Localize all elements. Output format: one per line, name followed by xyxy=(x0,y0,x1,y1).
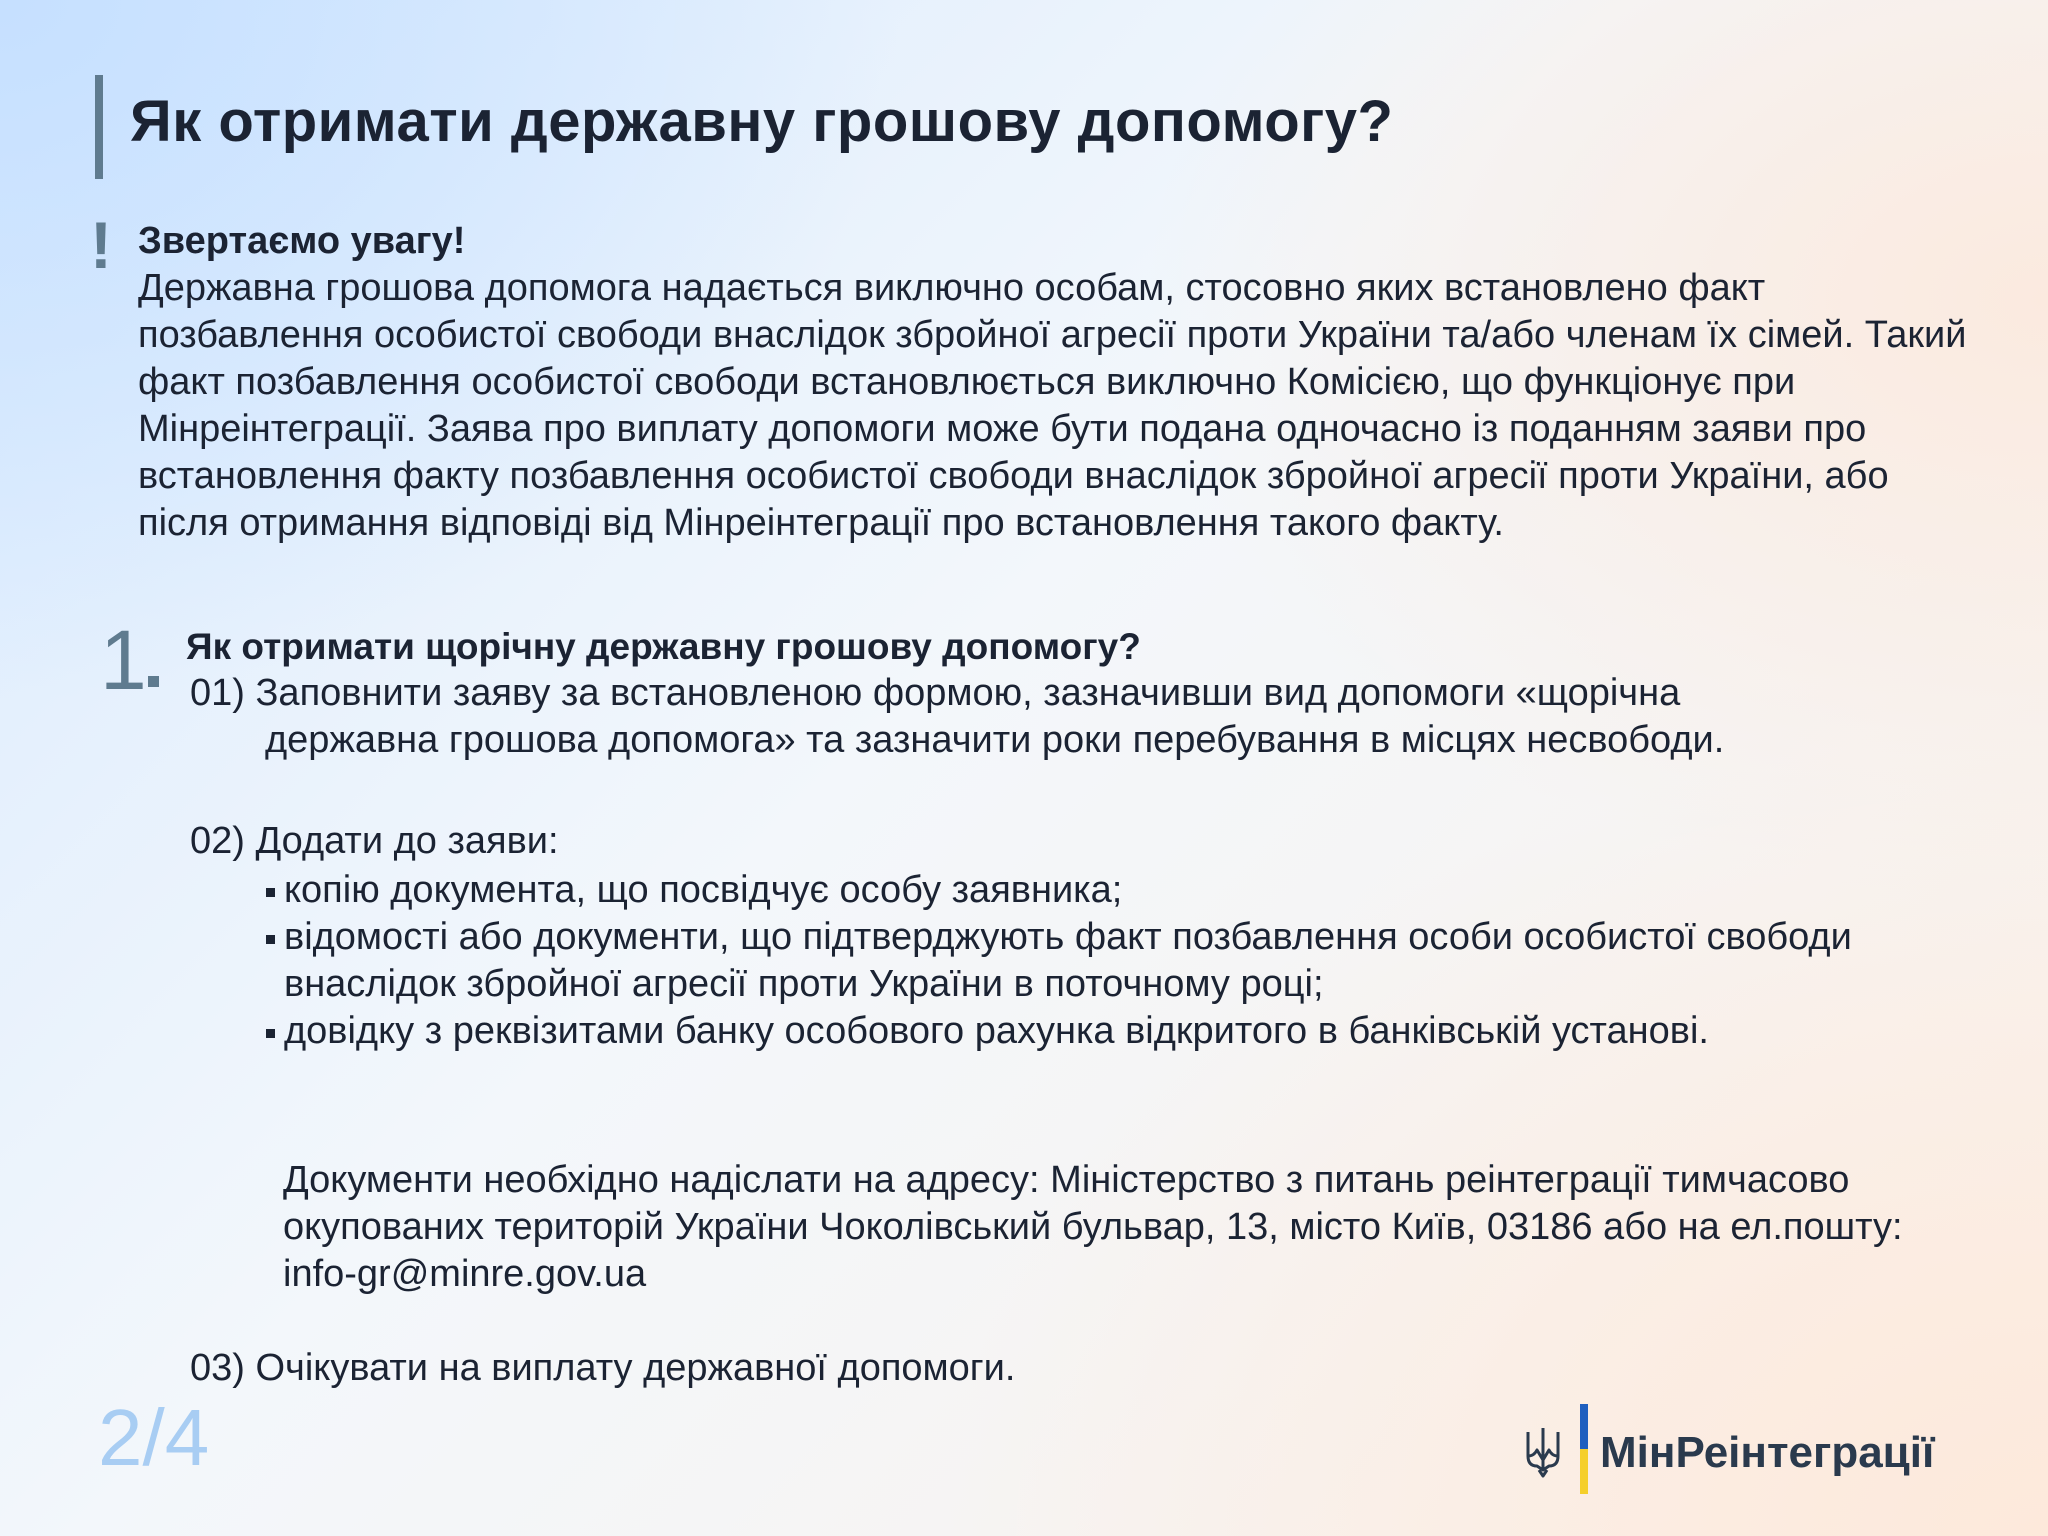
logo-text: МінРеінтеграції xyxy=(1600,1428,1935,1477)
step-text: Очікувати на виплату державної допомоги. xyxy=(255,1347,1016,1389)
step-number: 02) xyxy=(190,820,245,862)
notice-body: Державна грошова допомога надається виключно особам, стосовно яких встановлено факт позбавлення особистої свободи внаслідок збройної агресії проти України та/або членам їх сімей. Такий факт позбавлення особистої свободи встановлюється виключно Комісією, що функціонує при Мінреінтеграції. Заява про виплату допомоги може бути подана одночасно із поданням заяви про встановлення факту позбавлення особистої свободи внаслідок збройної агресії проти України, або після отримання відповіді від Мінреінтеграції про встановлення такого факту. xyxy=(138,267,1967,544)
step-text-continuation: державна грошова допомога» та зазначити роки перебування в місцях несвободи. xyxy=(265,719,1725,761)
section-number-dot xyxy=(148,676,159,687)
bullet-icon xyxy=(266,935,275,944)
list-item-text: відомості або документи, що підтверджують факт позбавлення особи особистої свободи внаслідок збройної агресії проти України в поточному році; xyxy=(284,916,1852,1005)
bullet-icon xyxy=(266,888,275,897)
step-text: Додати до заяви: xyxy=(255,820,559,862)
notice-block xyxy=(138,218,1978,547)
page-title: Як отримати державну грошову допомогу? xyxy=(130,89,1394,154)
page-indicator: 2/4 xyxy=(98,1393,210,1482)
step-text: Заповнити заяву за встановленою формою, зазначивши вид допомоги «щорічна xyxy=(255,672,1681,714)
step-item xyxy=(190,818,1990,865)
trident-icon xyxy=(1524,1426,1562,1478)
step-item xyxy=(190,670,1990,764)
exclamation-icon: ! xyxy=(90,208,112,282)
document-list xyxy=(266,867,1966,1055)
list-item xyxy=(266,1008,1966,1055)
step-number: 01) xyxy=(190,672,245,714)
mailing-address: Документи необхідно надіслати на адресу: Міністерство з питань реінтеграції тимчасово окупованих територій України Чоколівський бульвар, 13, місто Київ, 03186 або на ел.пошту: info-gr@minre.gov.ua xyxy=(283,1159,1903,1295)
section-number: 1 xyxy=(100,613,147,707)
notice-heading: Звертаємо увагу! xyxy=(138,220,466,262)
section-heading: Як отримати щорічну державну грошову допомогу? xyxy=(186,626,1141,667)
bullet-icon xyxy=(266,1029,275,1038)
flag-bar xyxy=(1580,1404,1588,1494)
list-item-text: копію документа, що посвідчує особу заявника; xyxy=(284,869,1123,911)
list-item xyxy=(266,867,1966,914)
step-item xyxy=(190,1345,1990,1392)
title-accent-bar xyxy=(95,75,103,179)
list-item-text: довідку з реквізитами банку особового рахунка відкритого в банківській установі. xyxy=(284,1010,1709,1052)
step-number: 03) xyxy=(190,1347,245,1389)
list-item xyxy=(266,914,1966,1008)
